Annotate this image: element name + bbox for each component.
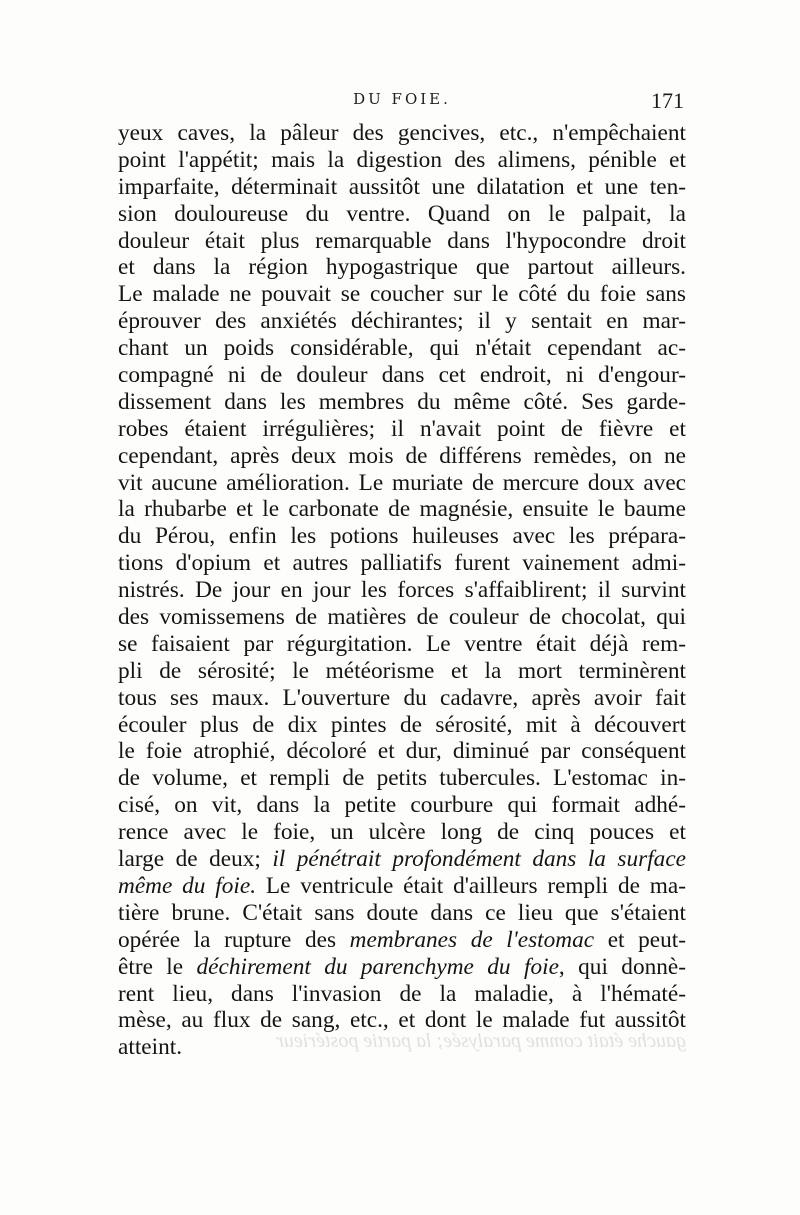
text-line: être le déchirement du parenchyme du foie, qui donnè- <box>118 953 687 980</box>
text-line: imparfaite, déterminait aussitôt une dilatation et une ten- <box>118 173 686 200</box>
text-line: point l'appétit; mais la digestion des alimens, pénible et <box>118 146 686 173</box>
text-line: mèse, au flux de sang, etc., et dont le malade fut aussitôt <box>118 1007 686 1034</box>
text-line: chant un poids considérable, qui n'était cependant ac- <box>118 335 686 362</box>
text-line: et dans la région hypogastrique que partout ailleurs. <box>118 254 686 281</box>
text-line: éprouver des anxiétés déchirantes; il y sentait en mar- <box>118 308 686 335</box>
body-text <box>118 120 686 1061</box>
italic-emphasis: membranes de l'estomac <box>349 926 595 953</box>
page-header <box>118 88 686 116</box>
text-line: tions d'opium et autres palliatifs furent vainement admi- <box>118 550 686 577</box>
text-line: des vomissemens de matières de couleur de chocolat, qui <box>118 604 686 631</box>
text-line: le foie atrophié, décoloré et dur, diminué par conséquent <box>118 738 686 765</box>
text-line: rence avec le foie, un ulcère long de cinq pouces et <box>118 819 686 846</box>
text-line: dissement dans les membres du même côté. Ses garde- <box>118 388 686 415</box>
text-line: nistrés. De jour en jour les forces s'affaiblirent; il survint <box>118 577 686 604</box>
text-line: la rhubarbe et le carbonate de magnésie, ensuite le baume <box>118 496 686 523</box>
running-head: DU FOIE. <box>353 90 451 108</box>
text-line: sion douloureuse du ventre. Quand on le palpait, la <box>118 200 686 227</box>
text-line: rent lieu, dans l'invasion de la maladie, à l'hématé- <box>118 980 686 1007</box>
text-line: yeux caves, la pâleur des gencives, etc., n'empêchaient <box>118 120 686 146</box>
italic-emphasis: même du foie. <box>118 872 257 899</box>
text-line: du Pérou, enfin les potions huileuses avec les prépara- <box>118 523 686 550</box>
text-line: écouler plus de dix pintes de sérosité, mit à découvert <box>118 711 686 738</box>
text-line: cisé, on vit, dans la petite courbure qui formait adhé- <box>118 792 686 819</box>
show-through-text: gauche était comme paralysée; la partie postérieur <box>276 1030 686 1052</box>
text-line: pli de sérosité; le météorisme et la mort terminèrent <box>118 657 686 684</box>
text-line: large de deux; il pénétrait profondément dans la surface <box>118 846 686 873</box>
text-line: cependant, après deux mois de différens remèdes, on ne <box>118 442 686 469</box>
text-line: vit aucune amélioration. Le muriate de mercure doux avec <box>118 469 686 496</box>
italic-emphasis: il pénétrait profondément dans la surface <box>272 846 686 873</box>
page-number: 171 <box>651 88 684 113</box>
text-line: douleur était plus remarquable dans l'hypocondre droit <box>118 227 686 254</box>
text-line: de volume, et rempli de petits tubercules. L'estomac in- <box>118 765 686 792</box>
text-line: se faisaient par régurgitation. Le ventre était déjà rem- <box>118 630 686 657</box>
text-line: Le malade ne pouvait se coucher sur le côté du foie sans <box>118 281 686 308</box>
text-line: tière brune. C'était sans doute dans ce lieu que s'étaient <box>118 899 686 926</box>
text-line-last: atteint. <box>118 1034 183 1061</box>
text-line: tous ses maux. L'ouverture du cadavre, après avoir fait <box>118 684 686 711</box>
text-line: même du foie. Le ventricule était d'ailleurs rempli de ma- <box>118 872 686 899</box>
text-line: robes étaient irrégulières; il n'avait point de fièvre et <box>118 415 686 442</box>
text-line: compagné ni de douleur dans cet endroit, ni d'engour- <box>118 362 686 389</box>
italic-emphasis: déchirement du parenchyme du foie <box>196 953 559 980</box>
text-line: opérée la rupture des membranes de l'estomac et peut- <box>118 926 686 953</box>
